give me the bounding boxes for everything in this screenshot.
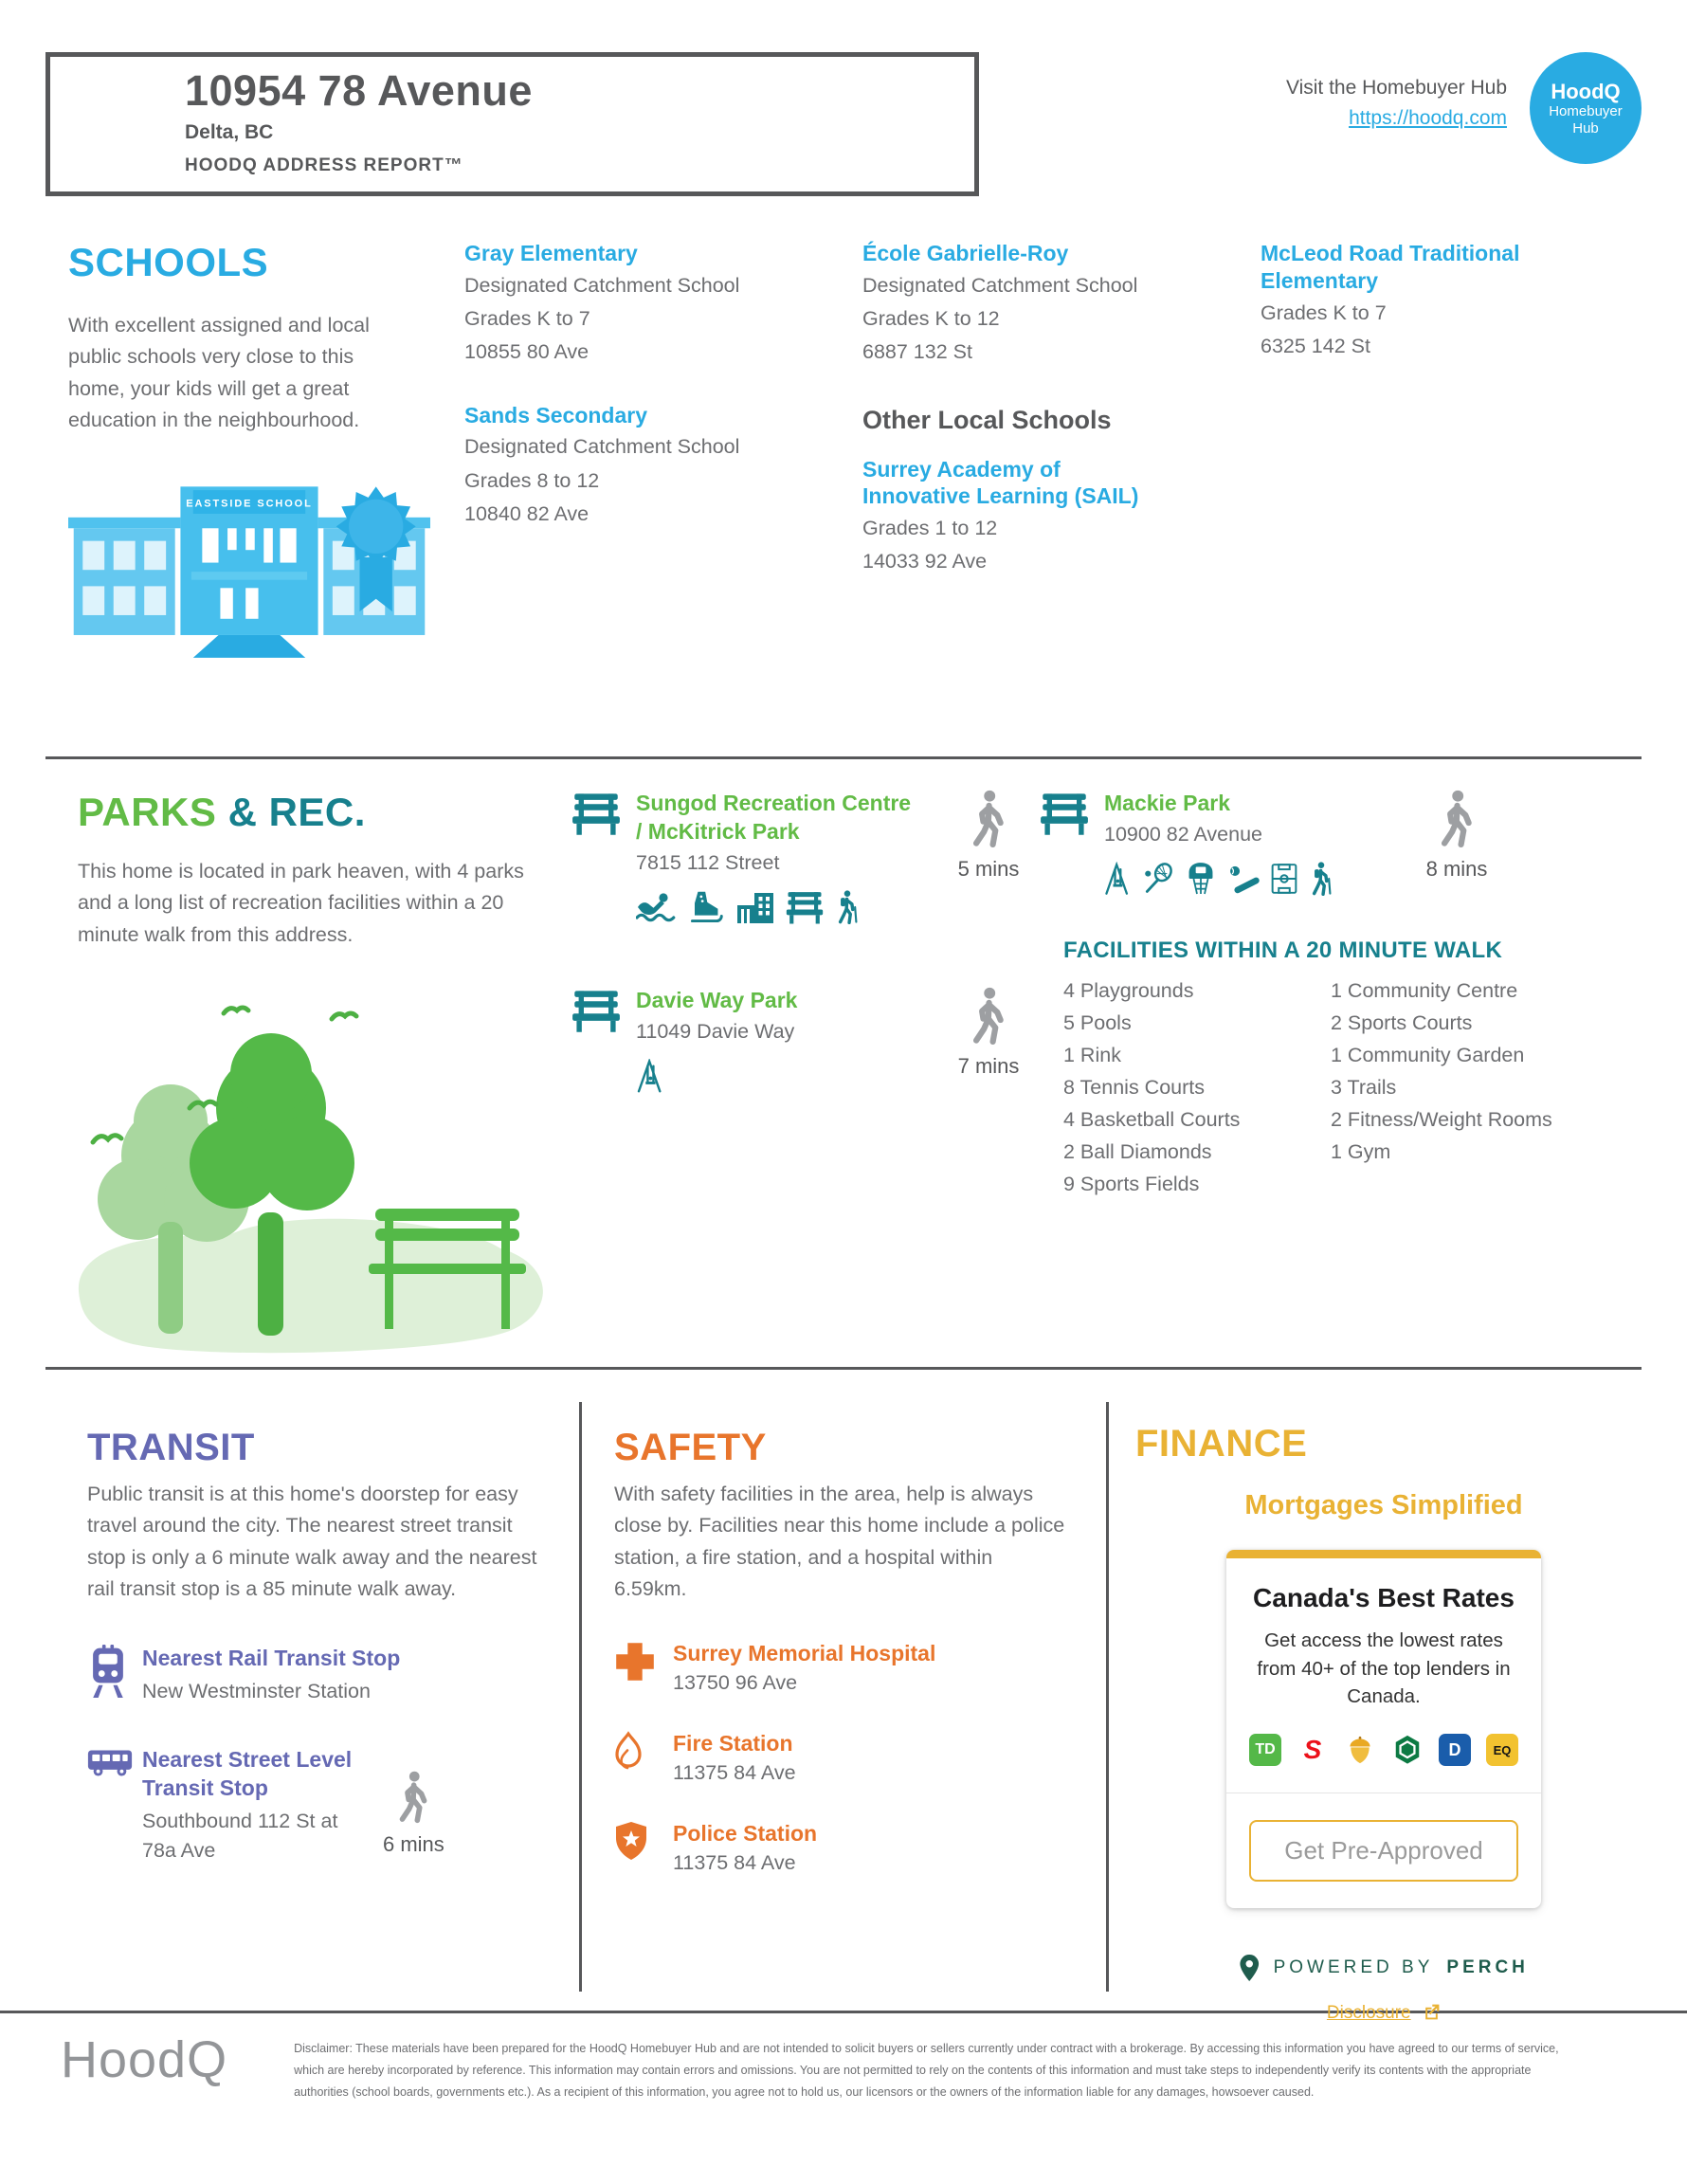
swing-icon [1104,862,1131,896]
school-address: 14033 92 Ave [862,550,988,573]
school-grades: Grades K to 7 [464,307,590,330]
bench-icon [571,792,621,835]
scotiabank-logo: S [1297,1734,1329,1766]
school-item-sail [862,456,1232,577]
school-item-sands-secondary [464,402,834,530]
fire-station-address: 11375 84 Ave [673,1761,796,1785]
park-entry-sungod [571,790,1038,924]
rail-transit-label: Nearest Rail Transit Stop [142,1646,401,1671]
park-name: Davie Way Park [636,987,798,1012]
park-illustration [55,983,571,1362]
baseball-icon [1227,862,1260,896]
walking-person-icon [1439,790,1475,848]
train-icon [87,1645,142,1706]
hospital-address: 13750 96 Ave [673,1671,798,1695]
school-address: 6887 132 St [862,340,972,364]
police-shield-icon [614,1821,673,1875]
park-name-line1: Sungod Recreation Centre [636,791,912,815]
homebuyer-hub-callout [1286,77,1507,130]
park-name [636,790,939,846]
facilities-title: FACILITIES WITHIN A 20 MINUTE WALK [1063,937,1503,963]
flame-icon [614,1731,673,1785]
school-address: 10855 80 Ave [464,340,590,364]
d-bank-logo: D [1439,1734,1471,1766]
street-transit-info [142,1746,372,1866]
walking-person-icon [397,1771,429,1824]
facility-count: 4 Playgrounds [1063,978,1194,1002]
street-transit-value: Southbound 112 St at 78a Ave [142,1810,338,1863]
ice-skate-icon [687,890,725,924]
schools-intro: With excellent assigned and local public schools very close to this home, your kids will get a great education in the neighbourhood. [68,314,370,431]
police-station-name: Police Station [673,1821,818,1847]
tennis-icon [1142,862,1174,896]
badge-brand: HoodQ [1551,80,1621,104]
walk-time-label: 6 mins [383,1832,444,1857]
card-accent-bar [1226,1550,1541,1558]
safety-title: SAFETY [614,1426,767,1468]
school-name: École Gabrielle-Roy [862,241,1069,265]
other-local-schools-title: Other Local Schools [862,405,1112,434]
rates-card [1226,1550,1541,1908]
swimmer-icon [636,890,676,924]
parks-intro: This home is located in park heaven, with 4 parks and a long list of recreation facilities within a 20 minute walk from this address. [78,860,524,946]
perch-brand: PERCH [1446,1957,1529,1978]
schools-column-2 [862,240,1261,756]
park-entry-mackie [1040,790,1648,896]
hiker-icon [1309,862,1333,896]
facility-count: 1 Gym [1331,1139,1391,1163]
hoodq-logo: HoodQ [61,2030,228,2088]
bottom-sections [45,1402,1642,2024]
parks-title [78,790,571,835]
walk-time-label: 8 mins [1425,857,1488,881]
park-name: Mackie Park [1104,791,1230,815]
disclosure-link[interactable]: Disclosure [1326,2003,1411,2024]
safety-section [582,1402,1109,1992]
bench-icon [786,890,824,924]
park-info [1104,790,1407,896]
facility-count: 4 Basketball Courts [1063,1107,1241,1131]
sports-field-icon [1271,862,1297,896]
street-transit-item [87,1746,539,1866]
fire-station-name: Fire Station [673,1731,793,1756]
badge-line2: Homebuyer [1549,103,1623,120]
transit-title: TRANSIT [87,1426,255,1468]
parks-right-column [1038,790,1648,1367]
hospital-name: Surrey Memorial Hospital [673,1641,936,1666]
facility-count: 2 Ball Diamonds [1063,1139,1212,1163]
badge-line3: Hub [1572,119,1599,136]
finance-section [1109,1402,1642,2024]
park-address: 10900 82 Avenue [1104,822,1262,846]
facility-count: 3 Trails [1331,1075,1397,1099]
facility-count: 1 Community Garden [1331,1043,1525,1066]
bus-icon [87,1746,142,1866]
park-entry-davie-way [571,987,1038,1093]
school-name: Surrey Academy of Innovative Learning (SAIL) [862,456,1139,509]
external-link-icon [1423,2003,1441,2021]
footer-disclaimer: Disclaimer: These materials have been prepared for the HoodQ Homebuyer Hub and are not intended to solicit buyers or sellers currently under contract with a brokerage. By accessing this information you have agreed to our terms of service, which are hereby incorporated by reference. This information may contain errors and omissions. You are not permitted to rely on the contents of this information and must take steps to independently verify its contents with the appropriate authorities (school boards, governments etc.). As a recipient of this information, you agree not to hold us, our licensors or the owners of the information liable for any damages, howsoever caused. [294,2041,1559,2100]
address-title-box [45,52,979,196]
school-grades: Grades 8 to 12 [464,468,600,492]
report-title: HOODQ ADDRESS REPORT™ [185,155,463,175]
rates-card-text: Get access the lowest rates from 40+ of the top lenders in Canada. [1257,1629,1511,1708]
acorn-logo [1344,1734,1376,1766]
hospital-item [614,1641,1068,1695]
walking-person-icon [970,987,1007,1046]
fire-station-info [673,1731,796,1785]
parks-section [45,790,1642,1367]
transit-section [45,1402,582,1992]
police-station-item [614,1821,1068,1875]
rail-transit-item [87,1645,539,1706]
finance-subtitle: Mortgages Simplified [1244,1489,1523,1520]
walk-time-indicator [383,1771,444,1866]
facilities-column-2 [1331,975,1552,1201]
safety-intro: With safety facilities in the area, help is always close by. Facilities near this home include a police station, a fire station, and a hospital within 6.59km. [614,1482,1065,1600]
hexagon-logo [1391,1734,1424,1766]
fire-station-item [614,1731,1068,1785]
park-address: 7815 112 Street [636,850,780,874]
walk-time-indicator [1407,790,1506,896]
walk-time-indicator [939,987,1038,1093]
section-divider [45,756,1642,759]
school-grades: Grades 1 to 12 [862,517,998,539]
park-facility-icons [1104,862,1407,896]
powered-by-perch [1135,1954,1632,1982]
police-station-address: 11375 84 Ave [673,1851,796,1875]
page-title: 10954 78 Avenue [185,66,533,115]
td-logo: TD [1249,1734,1281,1766]
basketball-icon [1186,862,1216,896]
facility-count: 2 Sports Courts [1331,1010,1473,1034]
school-type: Designated Catchment School [862,273,1138,297]
get-pre-approved-button[interactable]: Get Pre-Approved [1249,1820,1518,1882]
schools-column-3 [1261,240,1642,756]
header [45,52,1642,196]
parks-middle-column [571,790,1038,1367]
school-name: Gray Elementary [464,241,638,265]
police-station-info [673,1821,817,1875]
facility-count: 8 Tennis Courts [1063,1075,1205,1099]
address-city: Delta, BC [185,121,274,143]
hoodq-homebuyer-hub-badge [1530,52,1642,164]
footer [0,2013,1687,2103]
bench-icon [1040,792,1089,835]
school-grades: Grades K to 12 [862,307,1000,330]
facility-count: 1 Rink [1063,1043,1121,1066]
hoodq-link[interactable]: https://hoodq.com [1349,107,1507,129]
school-name: McLeod Road Traditional Elementary [1261,241,1520,293]
school-address: 10840 82 Ave [464,501,590,525]
school-type: Designated Catchment School [464,273,740,297]
swing-icon [636,1059,664,1093]
facilities-columns [1063,975,1648,1201]
park-info [636,987,939,1093]
school-item-gabrielle-roy [862,240,1232,368]
school-sign-label: EASTSIDE SCHOOL [186,498,313,510]
park-facility-icons [636,1059,939,1093]
school-name: Sands Secondary [464,402,648,428]
powered-by-label: POWERED BY [1273,1957,1434,1978]
school-item-mcleod [1261,240,1613,361]
walking-person-icon [970,790,1007,848]
rec-centre-icon [736,890,774,924]
hiker-icon [835,890,860,924]
hospital-cross-icon [614,1641,673,1695]
rail-transit-value: New Westminster Station [142,1680,371,1703]
walk-time-label: 7 mins [957,1053,1020,1078]
walk-time-label: 5 mins [957,857,1020,881]
street-transit-label: Nearest Street Level Transit Stop [142,1747,353,1801]
parks-intro-column [45,790,571,1367]
schools-intro-column [45,240,464,756]
school-type: Designated Catchment School [464,435,740,459]
parks-title-teal: & REC. [216,790,366,834]
park-info [636,790,939,924]
facility-count: 5 Pools [1063,1010,1132,1034]
hospital-info [673,1641,935,1695]
parks-title-green: PARKS [78,790,217,834]
schools-column-1 [464,240,862,756]
school-building-illustration [68,470,430,658]
schools-section [45,240,1642,756]
park-facility-icons [636,890,939,924]
eq-logo: EQ [1486,1734,1518,1766]
lender-logos [1249,1734,1518,1766]
rates-card-title: Canada's Best Rates [1253,1582,1515,1612]
schools-title: SCHOOLS [68,240,269,284]
walk-time-indicator [939,790,1038,924]
rail-transit-info [142,1645,400,1706]
facilities-block [1040,937,1648,1201]
section-divider [45,1367,1642,1370]
facility-count: 9 Sports Fields [1063,1172,1200,1195]
disclosure-row [1135,2003,1632,2024]
school-item-gray-elementary [464,240,834,368]
facility-count: 1 Community Centre [1331,978,1518,1002]
location-pin-icon [1239,1954,1261,1982]
park-address: 11049 Davie Way [636,1019,795,1043]
bench-icon [571,989,621,1032]
facility-count: 2 Fitness/Weight Rooms [1331,1107,1552,1131]
school-grades: Grades K to 7 [1261,300,1387,324]
park-name-line2: / McKitrick Park [636,818,800,844]
school-address: 6325 142 St [1261,334,1370,357]
facilities-column-1 [1063,975,1331,1201]
visit-hub-label: Visit the Homebuyer Hub [1285,77,1507,99]
finance-title: FINANCE [1135,1422,1308,1465]
transit-intro: Public transit is at this home's doorstep for easy travel around the city. The nearest street transit stop is only a 6 minute walk away and the nearest rail transit stop is a 85 minute walk away. [87,1482,537,1600]
